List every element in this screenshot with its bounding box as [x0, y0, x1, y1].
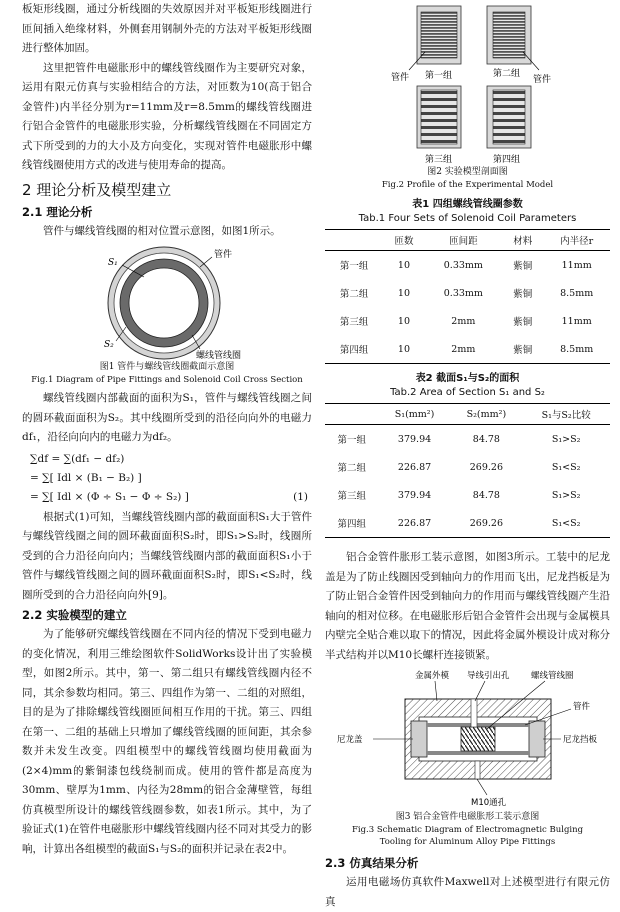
equation-number: (1): [293, 490, 308, 503]
fig2-label-group-1: 第一组: [425, 71, 453, 81]
table-1-header: [325, 230, 383, 251]
table-cell: 紫铜: [513, 289, 533, 300]
table-2-caption: 表2 截面S₁与S₂的面积: [415, 373, 520, 384]
fig3-label-pipe: 管件: [573, 702, 591, 712]
figure-2: [325, 0, 610, 192]
model-group-1: [417, 6, 461, 64]
table-cell: 第三组: [337, 491, 367, 502]
table-1-caption: 表1 四组螺线管线圈参数: [412, 199, 523, 210]
table-2-header-row: [325, 404, 610, 425]
table-row: [325, 251, 610, 280]
table-1-header: 匝数: [383, 230, 424, 251]
table-cell: S₁>S₂: [551, 489, 581, 501]
fig2-label-group-3: 第三组: [425, 155, 453, 165]
figure-3-caption: 图3 铝合金管件电磁胀形工装示意图: [395, 812, 540, 822]
table-cell: 0.33mm: [443, 287, 483, 299]
fig3-label-nylon-cap: 尼龙盖: [337, 735, 363, 745]
table-cell: 379.94: [397, 433, 432, 445]
equation-line-2: = ∑[ Idl × (B₁ − B₂) ]: [30, 471, 142, 484]
table-1-header: 匝间距: [425, 230, 502, 251]
table-cell: 10: [397, 315, 411, 327]
right-column: [325, 0, 610, 912]
table-cell: 10: [383, 335, 424, 364]
table-cell: 第三组: [339, 317, 369, 328]
table-row: [325, 335, 610, 364]
section-2-1-heading: 2.1 理论分析: [22, 204, 93, 219]
table-cell: 11mm: [561, 315, 592, 327]
fig2-label-group-2: 第二组: [493, 69, 521, 79]
fig2-label-pipe-left: 管件: [391, 73, 410, 83]
figure-3-paragraph: 铝合金管件胀形工装示意图，如图3所示。工装中的尼龙盖是为了防止线圈因受到轴向力的作用而飞出，尼龙挡板是为了防止铝合金管件因受到轴向力的作用而与螺线管线圈产生沿轴向的相对位移。在电磁胀形后铝合金管件会出现与金属模具内壁完全贴合难以取下的情况，因此将金属外模设计成对称分半式结构并以M10长螺杆连接锁紧。: [325, 551, 610, 661]
table-cell: 8.5mm: [560, 287, 594, 299]
table-cell: 第二组: [337, 463, 367, 474]
label-pipe: 管件: [214, 250, 233, 260]
table-row: [325, 481, 610, 509]
fig3-label-lead-hole: 导线引出孔: [467, 671, 510, 681]
table-cell: 2mm: [451, 315, 476, 327]
table-2-header: S₁与S₂比较: [522, 404, 610, 425]
fig3-label-nylon-baffle: 尼龙挡板: [563, 735, 598, 745]
fig3-label-coil: 螺线管线圈: [531, 671, 574, 681]
figure-3-caption-en-1: Fig.3 Schematic Diagram of Electromagnetic Bulging: [351, 825, 584, 835]
table-row: [325, 425, 610, 454]
section-2-1-paragraph-1: 管件与螺线管线圈的相对位置示意图，如图1所示。: [43, 224, 281, 237]
pipe-fitting: [427, 723, 529, 727]
fig2-label-pipe-right: 管件: [533, 75, 552, 85]
table-cell: S₁<S₂: [522, 509, 610, 538]
table-cell: 8.5mm: [543, 335, 610, 364]
label-s2: S₂: [104, 340, 114, 350]
figure-2-caption: 图2 实验模型剖面图: [427, 167, 508, 177]
table-row: [325, 453, 610, 481]
table-row: [325, 509, 610, 538]
fig3-label-metal-mold: 金属外模: [415, 671, 450, 681]
table-row: [325, 307, 610, 335]
table-2-caption-en: Tab.2 Area of Section S₁ and S₂: [390, 387, 545, 398]
left-column: [22, 0, 312, 859]
table-cell: 10: [397, 259, 411, 271]
section-2-3-paragraph-1: 运用电磁场仿真软件Maxwell对上述模型进行有限元仿真: [325, 876, 610, 908]
table-cell: 0.33mm: [443, 259, 483, 271]
table-1-header: 内半径r: [543, 230, 610, 251]
table-cell: 269.26: [450, 509, 522, 538]
figure-1-caption: 图1 管件与螺线管线圈截面示意图: [99, 362, 235, 372]
table-cell: 第一组: [337, 435, 367, 446]
table-cell: 2mm: [425, 335, 502, 364]
table-cell: S₁<S₂: [551, 461, 581, 473]
table-cell: 10: [397, 287, 411, 299]
table-cell: 紫铜: [502, 335, 543, 364]
table-1-header-row: [325, 230, 610, 251]
nylon-baffle: [529, 721, 545, 757]
section-2-1-paragraph-3: 根据式(1)可知，当螺线管线圈内部的截面面积S₁大于管件与螺线管线圈之间的圆环截面面积S₂时，即S₁>S₂时，线圈所受到的合力沿径向向内；当螺线管线圈内部的截面面积S₁小于管件与螺线管线圈之间的圆环截面面积S₂时，即S₁<S₂时，线圈所受到的合力沿径向向外[9]。: [22, 510, 312, 601]
table-1-caption-en: Tab.1 Four Sets of Solenoid Coil Parameters: [358, 213, 577, 224]
figure-2-caption-en: Fig.2 Profile of the Experimental Model: [381, 180, 554, 190]
figure-1-diagram: [22, 243, 312, 361]
intro-paragraph-tail: 板矩形线圈，通过分析线圈的失效原因并对平板矩形线圈进行匝间插入绝缘材料，外侧套用钢制外壳的方法对平板矩形线圈进行整体加固。: [22, 3, 312, 54]
section-2-2-paragraph-1: 为了能够研究螺线管线圈在不同内径的情况下受到电磁力的变化情况，利用三维绘图软件SolidWorks设计出了实验模型，如图2所示。其中，第一、第二组只有螺线管线圈内径不同，其余参数均相同。第三、四组作为第一、二组的对照组，目的是为了排除螺线管线圈匝间相互作用的干扰。第三、四组在第一、二组的基础上只增加了螺线管线圈的匝间距，其余参数并未发生改变。四组模型中的螺线管线圈均使用截面为(2×4)mm的紫铜漆包线绕制而成。使用的管件都是高度为30mm、壁厚为1mm、内径为28mm的铝合金薄壁管，每组仿真模型所设计的螺线管线圈参数，如表1所示。其中，为了验证式(1)在管件电磁胀形中螺线管线圈内径不同对其受力的影响，计算出各组模型的截面S₁与S₂的面积并记录在表2中。: [22, 628, 312, 855]
section-2-heading: 2 理论分析及模型建立: [22, 180, 172, 199]
label-s1: S₁: [108, 258, 118, 268]
table-2-header: [325, 404, 379, 425]
model-group-4: [487, 86, 531, 148]
fig3-label-m10: M10通孔: [471, 798, 507, 807]
section-2-2-heading: 2.2 实验模型的建立: [22, 608, 127, 622]
table-cell: 紫铜: [513, 261, 533, 272]
table-1: [325, 229, 610, 364]
figure-3-diagram: [325, 667, 610, 807]
label-coil: 螺线管线圈: [196, 351, 242, 361]
table-2: [325, 403, 610, 538]
solenoid-coil: [461, 727, 495, 751]
table-cell: 第四组: [325, 509, 379, 538]
coil-inner-area: [129, 268, 199, 338]
figure-2-diagram: [325, 0, 610, 166]
equation-line-3: = ∑[ Idl × (Φ ÷ S₁ − Φ ÷ S₂) ]: [30, 490, 189, 503]
nylon-cap: [411, 721, 427, 757]
table-cell: 第一组: [339, 261, 369, 272]
table-cell: 11mm: [561, 259, 592, 271]
table-2-header: S₂(mm²): [450, 404, 522, 425]
section-2-3-heading: 2.3 仿真结果分析: [325, 856, 419, 870]
model-group-3: [417, 86, 461, 148]
table-cell: S₁>S₂: [551, 433, 581, 445]
fig2-label-group-4: 第四组: [493, 155, 521, 165]
table-cell: 269.26: [469, 461, 504, 473]
table-1-header: 材料: [502, 230, 543, 251]
table-cell: 379.94: [397, 489, 432, 501]
table-cell: 84.78: [472, 489, 500, 501]
figure-3: [325, 667, 610, 853]
table-cell: 226.87: [397, 461, 432, 473]
figure-1-caption-en: Fig.1 Diagram of Pipe Fittings and Solenoid Coil Cross Section: [31, 375, 303, 385]
equation-1: [22, 450, 312, 508]
table-cell: 226.87: [379, 509, 451, 538]
model-group-2: [487, 6, 531, 64]
intro-paragraph: 这里把管件电磁胀形中的螺线管线圈作为主要研究对象，运用有限元仿真与实验相结合的方法，对匝数为10(高于铝合金管件)内半径分别为r=11mm及r=8.5mm的螺线管线圈进行铝合金管件的电磁胀形实验，分析螺线管线圈在不同固定方式下所受到的力的大小及方向变化，实现对管件电磁胀形中螺线管线圈使用方式的改进与使用寿命的提高。: [22, 61, 312, 171]
table-cell: 第二组: [339, 289, 369, 300]
table-cell: 84.78: [472, 433, 500, 445]
figure-1: [22, 243, 312, 385]
table-row: [325, 279, 610, 307]
section-2-1-paragraph-2: 螺线管线圈内部截面的面积为S₁，管件与螺线管线圈之间的圆环截面面积为S₂。其中线圈所受到的沿径向向外的电磁力df₁，沿径向向内的电磁力为df₂。: [22, 392, 312, 443]
figure-3-caption-en-2: Tooling for Aluminum Alloy Pipe Fittings: [379, 837, 556, 847]
table-cell: 第四组: [325, 335, 383, 364]
equation-line-1: ∑df = ∑(df₁ − df₂): [30, 452, 125, 465]
table-2-header: S₁(mm²): [379, 404, 451, 425]
table-cell: 紫铜: [513, 317, 533, 328]
